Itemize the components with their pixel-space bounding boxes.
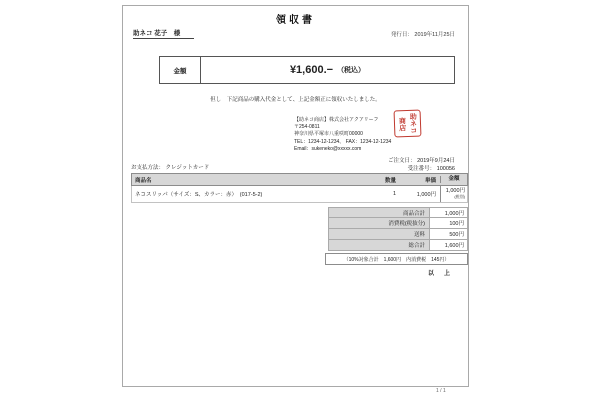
table-row (131, 186, 468, 203)
tax-summary-note: （10%対象合計 1,600円 内消費税 145円） (325, 253, 468, 265)
totals-block (328, 207, 468, 251)
seller-tel-fax: TEL：1234-12-1234、 FAX：1234-12-1234 (294, 138, 392, 145)
grand-total-label: 総合計 (328, 240, 430, 251)
seller-postal: 〒254-0811 (294, 124, 320, 131)
customer-name: 助ネコ 花子 様 (133, 28, 194, 39)
totals-row-subtotal (328, 207, 468, 218)
seller-email: Email：sukeneko@xxxxx.com (294, 145, 362, 152)
cell-amount-note: (税別) (454, 194, 465, 199)
subtotal-value: 1,000円 (430, 207, 468, 218)
tax-label: 消費税(税抜分) (328, 218, 430, 229)
order-info (388, 158, 455, 173)
receipt-page (122, 5, 469, 387)
issue-date: 発行日： 2019年11月25日 (390, 32, 455, 38)
amount-value (201, 56, 455, 84)
header-qty: 数量 (384, 177, 396, 184)
payment-method: お支払方法： クレジットカード (131, 165, 210, 171)
header-amount: 金額 (440, 176, 467, 183)
page-title: 領収書 (276, 15, 315, 26)
seller-name: 【助ネコ商店】株式会社アクアリーフ (294, 117, 379, 123)
stamp-right-column: 助ネコ (409, 112, 417, 134)
grand-total-value: 1,600円 (430, 240, 468, 251)
items-table (131, 173, 468, 203)
header-unit-price: 単価 (424, 177, 436, 184)
items-table-header (131, 173, 468, 186)
stamp-left-column: 商店 (398, 116, 406, 131)
cell-unit-price: 1,000円 (416, 192, 436, 198)
seller-address: 神奈川県平塚市八重咲町00000 (294, 131, 363, 138)
page-number: 1 / 1 (436, 388, 446, 394)
shipping-label: 送料 (328, 229, 430, 240)
order-date: ご注文日： 2019年9月24日 (388, 158, 455, 164)
totals-row-shipping (328, 229, 468, 240)
cell-amount (440, 186, 467, 202)
subtotal-label: 商品合計 (328, 207, 430, 218)
cell-amount-value: 1,000円 (445, 188, 465, 194)
cell-product-name: ネコスリッパ（サイズ：S、カラー：赤） (017-5-2) (135, 192, 263, 198)
closing-text: 以 上 (427, 271, 452, 277)
amount-box (159, 56, 455, 84)
amount-label: 金額 (159, 56, 201, 84)
order-number: 受注番号： 100056 (407, 165, 455, 172)
amount-tax-note: （税込） (337, 67, 366, 74)
proviso-text: 但し 下記商品の購入代金として、上記金額正に領収いたしました。 (210, 97, 381, 103)
totals-row-tax (328, 218, 468, 229)
hanko-stamp-icon (394, 110, 422, 138)
tax-value: 100円 (430, 218, 468, 229)
seller-block (294, 117, 391, 153)
totals-row-grand-total (328, 240, 468, 251)
header-product-name: 商品名 (135, 177, 152, 184)
amount-figure: ¥1,600.− (289, 64, 334, 76)
cell-qty: 1 (392, 191, 396, 197)
shipping-value: 500円 (430, 229, 468, 240)
